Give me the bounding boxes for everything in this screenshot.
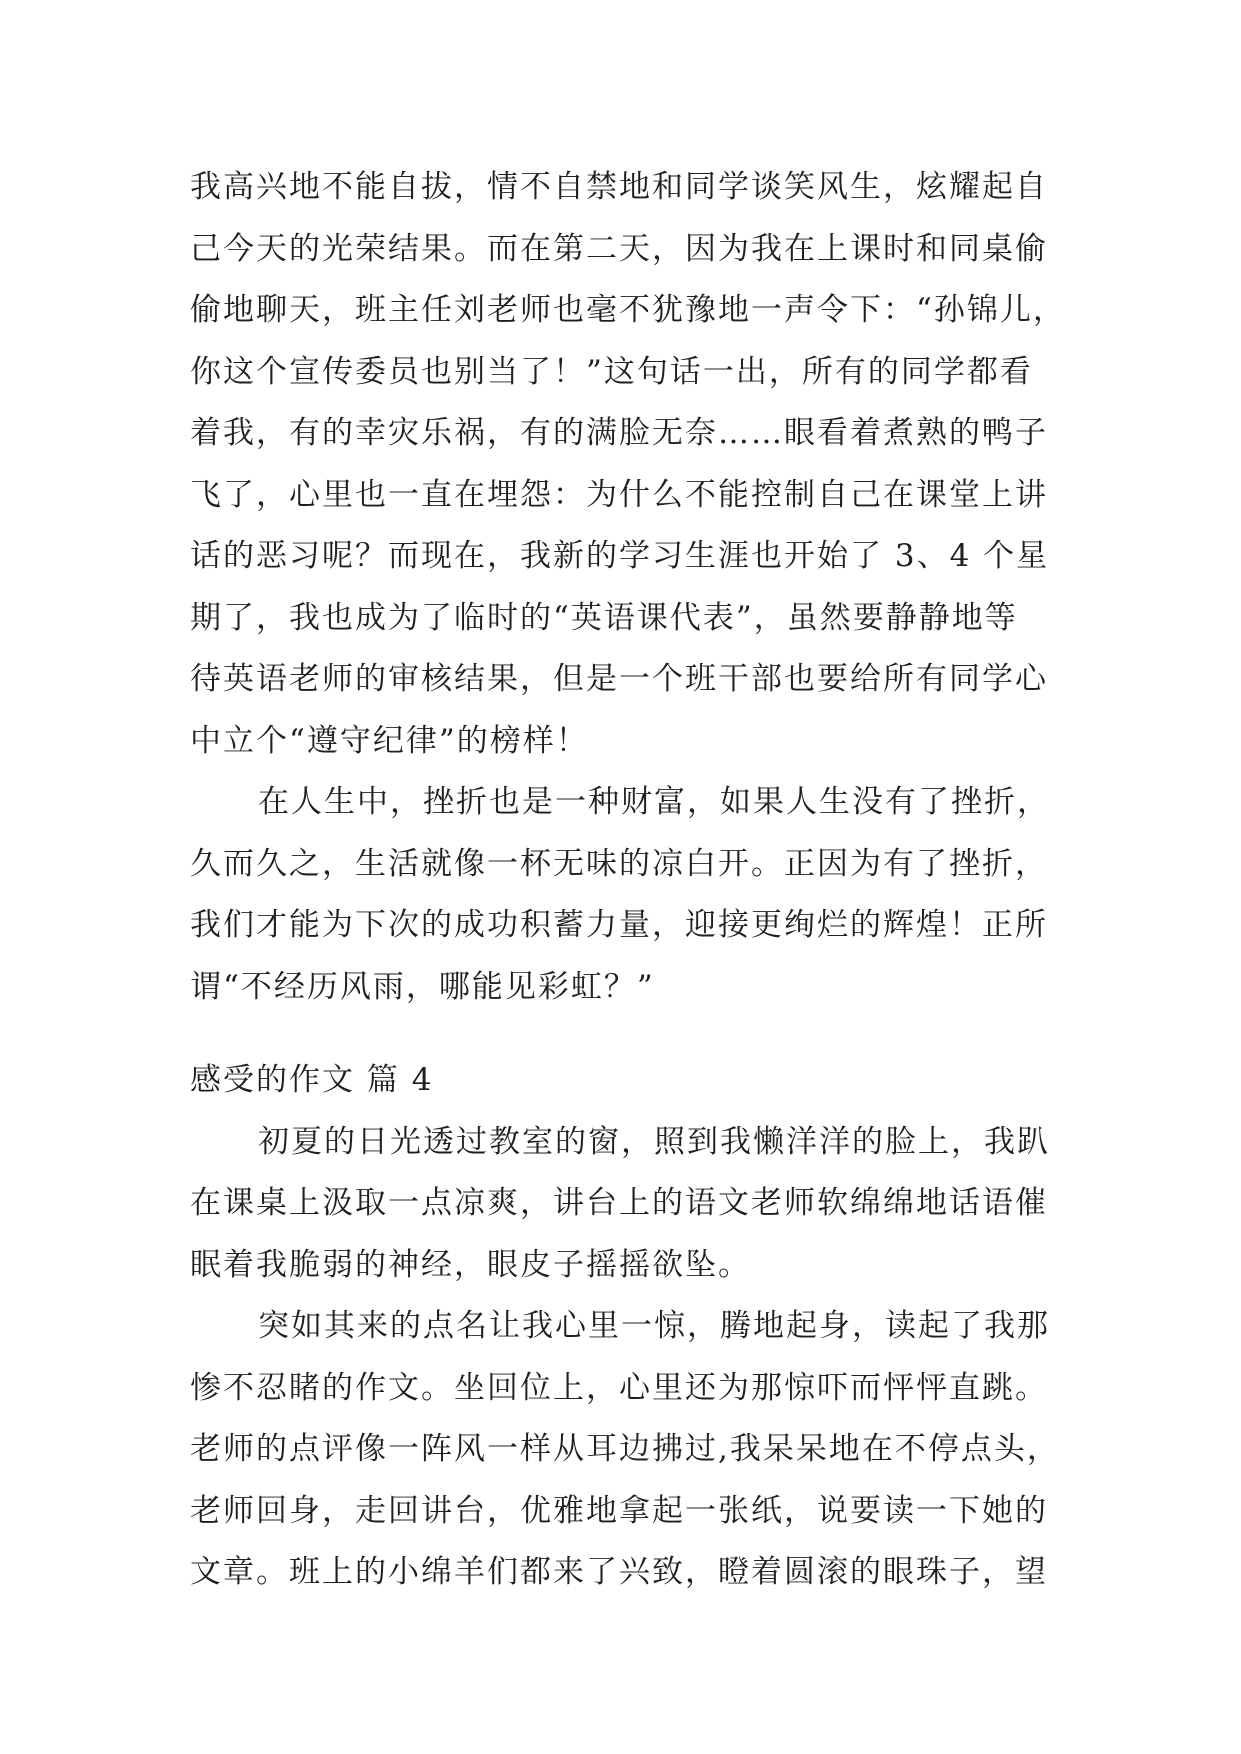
- text-line: 中立个“遵守纪律”的榜样！: [190, 722, 589, 759]
- text-line-paragraph-start: 在人生中，挫折也是一种财富，如果人生没有了挫折，: [258, 784, 1050, 820]
- text-line: 偷地聊天，班主任刘老师也毫不犹豫地一声令下：“孙锦儿，: [190, 292, 1066, 328]
- essay-heading: 感受的作文 篇 4: [190, 1062, 434, 1098]
- essay-section-4: [190, 1112, 1070, 1604]
- text-line: 老师的点评像一阵风一样从耳边拂过,我呆呆地在不停点头，: [190, 1431, 1060, 1467]
- text-line: 着我，有的幸灾乐祸，有的满脸无奈……眼看着煮熟的鸭子: [190, 415, 1048, 451]
- text-line: 我们才能为下次的成功积蓄力量，迎接更绚烂的辉煌！正所: [190, 907, 1048, 943]
- text-line: 久而久之，生活就像一杯无味的凉白开。正因为有了挫折，: [190, 845, 1048, 882]
- essay-section-previous: [190, 157, 1070, 1018]
- section-gap: [190, 1018, 1070, 1050]
- text-line-paragraph-start: 初夏的日光透过教室的窗，照到我懒洋洋的脸上，我趴: [258, 1123, 1050, 1160]
- text-line: 谓“不经历风雨，哪能见彩虹？”: [190, 968, 655, 1005]
- text-line: 你这个宣传委员也别当了！”这句话一出，所有的同学都看: [190, 353, 1033, 390]
- text-line: 己今天的光荣结果。而在第二天，因为我在上课时和同桌偷: [190, 230, 1048, 267]
- text-line: 文章。班上的小绵羊们都来了兴致，瞪着圆滚的眼珠子，望: [190, 1554, 1048, 1590]
- text-line: 待英语老师的审核结果，但是一个班干部也要给所有同学心: [190, 661, 1048, 697]
- text-line: 飞了，心里也一直在埋怨：为什么不能控制自己在课堂上讲: [190, 476, 1048, 513]
- text-line: 老师回身，走回讲台，优雅地拿起一张纸，说要读一下她的: [190, 1492, 1048, 1529]
- text-line: 眠着我脆弱的神经，眼皮子摇摇欲坠。: [190, 1246, 751, 1283]
- text-line: 惨不忍睹的作文。坐回位上，心里还为那惊吓而怦怦直跳。: [190, 1369, 1048, 1406]
- essay-body: [190, 157, 1070, 1604]
- text-line: 话的恶习呢？而现在，我新的学习生涯也开始了 3、4 个星: [190, 538, 1050, 574]
- text-line-paragraph-start: 突如其来的点名让我心里一惊，腾地起身，读起了我那: [258, 1308, 1050, 1344]
- text-line: 在课桌上汲取一点凉爽，讲台上的语文老师软绵绵地话语催: [190, 1185, 1048, 1221]
- text-line: 我高兴地不能自拔，情不自禁地和同学谈笑风生，炫耀起自: [190, 169, 1048, 205]
- text-line: 期了，我也成为了临时的“英语课代表”，虽然要静静地等: [190, 599, 1018, 636]
